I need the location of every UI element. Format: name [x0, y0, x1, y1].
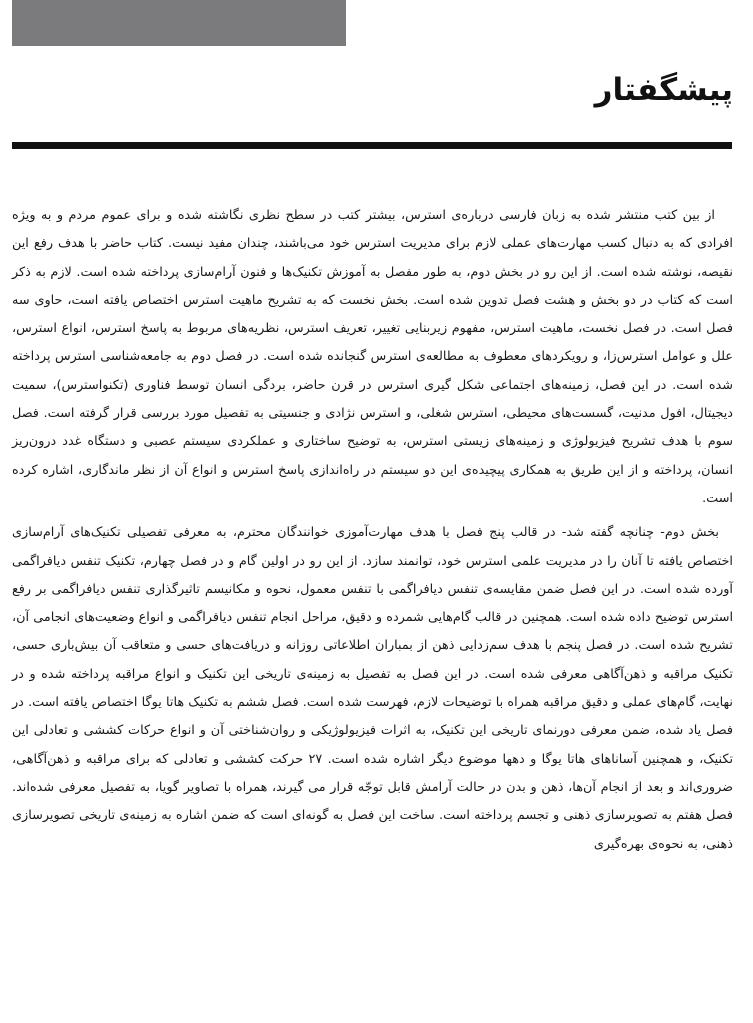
title-rule — [12, 142, 732, 149]
body-text — [12, 202, 733, 865]
paragraph-2: بخش دوم- چنانچه گفته شد- در قالب پنج فصل با هدف مهارت‌آموزی خوانندگان محترم، به معرفی تفصیلی تکنیک‌های آرام‌سازی اختصاص یافته تا آنان را در مدیریت علمی استرس خود، توانمند سازد. از این رو در اولین گام و در فصل چهارم، تکنیک تنفس دیافراگمی آورده شده است. در این فصل ضمن مقایسه‌ی تنفس دیافراگمی با تنفس معمول، نحوه و مکانیسم تاثیرگذاری تنفس دیافراگمی بر رفع استرس توضیح داده شده است. همچنین در قالب گام‌هایی شمرده و دقیق، مراحل انجام تنفس دیافراگمی و انواع وضعیت‌های انجامی آن، تشریح شده است. در فصل پنجم با هدف سم‌زدایی ذهن از بمباران اطلاعاتی روزانه و دریافت‌های حسی و متعاقب آن بیش‌باری حسی، تکنیک مراقبه و ذهن‌آگاهی معرفی شده است. در این فصل به تفصیل به زمینه‌ی تاریخی این تکنیک و انواع مراقبه پرداخته شده و در نهایت، گام‌های عملی و دقیق مراقبه همراه با توضیحات لازم، فهرست شده است. فصل ششم به تکنیک هاتا یوگا اختصاص یافته است. در فصل یاد شده، ضمن معرفی دورنمای تاریخی این تکنیک، به اثرات فیزیولوژیکی و روان‌شناختی آن و انواع حرکات کششی و تعادلی این تکنیک، و همچنین آساناهای هاتا یوگا و دهها موضوع دیگر اشاره شده است. ۲۷ حرکت کششی و تعادلی که برای مراقبه و ذهن‌آگاهی، ضروری‌اند و بعد از انجام آن‌ها، ذهن و بدن در حالت آرامش قابل توجّه قرار می گیرند، همراه با تصاویر گویا، به تفصیل معرفی شده‌اند. فصل هفتم به تصویرسازی ذهنی و تجسم پرداخته است. ساخت این فصل به گونه‌ای است که ضمن اشاره به زمینه‌ی تاریخی تصویرسازی ذهنی، به نحوه‌ی بهره‌گیری — [12, 525, 734, 852]
page-title: پیشگفتار — [594, 72, 733, 108]
header-gray-block — [12, 0, 346, 46]
paragraph-1: از بین کتب منتشر شده به زبان فارسی درباره‌ی استرس، بیشتر کتب در سطح نظری نگاشته شده و برای عموم مردم و به ویژه افرادی که به دنبال کسب مهارت‌های عملی لازم برای مدیریت استرس خود می‌باشند، چندان مفید نیست. کتاب حاضر با هدف رفع این نقیصه، نوشته شده است. از این رو در بخش دوم، به طور مفصل به آموزش تکنیک‌ها و فنون آرام‌سازی پرداخته شده است. لازم به ذکر است که کتاب در دو بخش و هشت فصل تدوین شده است. بخش نخست که به تشریح ماهیت استرس اختصاص یافته است، حاوی سه فصل است. در فصل نخست، ماهیت استرس، مفهوم زیربنایی تغییر، تعریف استرس، نظریه‌های مربوط به پاسخ استرس، انواع استرس، علل و عوامل استرس‌زا، و رویکردهای معطوف به مطالعه‌ی استرس گنجانده شده است. در فصل دوم به جامعه‌شناسی استرس پرداخته شده است. در این فصل، زمینه‌های اجتماعی شکل گیری استرس در قرن حاضر، بردگی انسان توسط فناوری (تکنواسترس)، سمیت دیجیتال، افول مدنیت، گسست‌های محیطی، استرس شغلی، و استرس نژادی و جنسیتی به تفصیل مورد بررسی قرار گرفته است. فصل سوم با هدف تشریح فیزیولوژی و زمینه‌های زیستی استرس، به توضیح ساختاری و عملکردی سیستم عصبی و دستگاه غدد درون‌ریز انسان، پرداخته و از این طریق به همکاری پیچیده‌ی این دو سیستم در راه‌اندازی پاسخ استرس و انواع آن از نظر ماندگاری، اشاره کرده است. — [12, 208, 733, 506]
